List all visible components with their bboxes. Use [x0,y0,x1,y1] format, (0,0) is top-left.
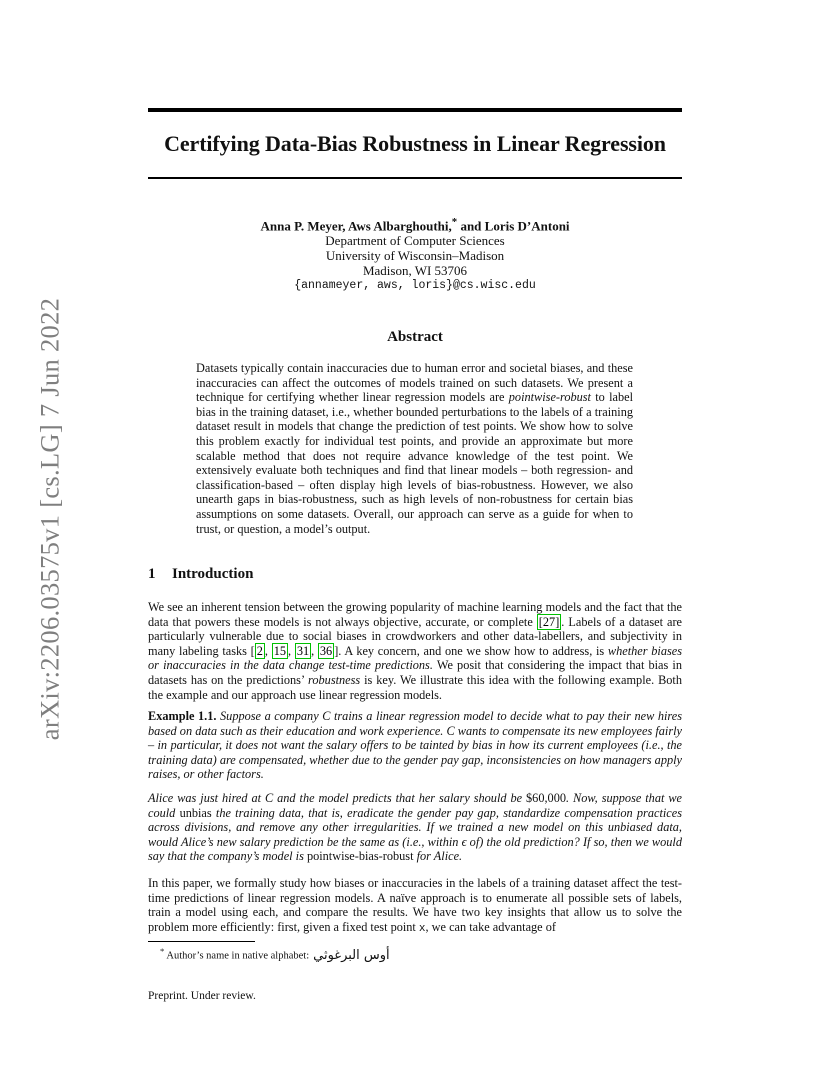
example-paragraph-2: Alice was just hired at C and the model predicts that her salary should be $60,000. Now, suppose that we could unbias the training data, that is, eradicate the gender pay gap, standardize compensation practices across divisions, and remove any other irregularities. If we trained a new model on this unbiased data, would Alice’s new salary prediction be the same as (i.e., within ϵ of) the old prediction? If so, then we would say that the company’s model is pointwise-bias-robust for Alice. [148,791,683,864]
citation-link[interactable]: 31 [296,643,310,658]
preprint-note: Preprint. Under review. [148,990,256,1002]
arxiv-identifier: arXiv:2206.03575v1 [cs.LG] 7 Jun 2022 [34,297,65,741]
citation-link[interactable]: 36 [319,643,333,658]
abstract-text: Datasets typically contain inaccuracies due to human error and societal biases, and these inaccuracies can affect the outcomes of models trained on such datasets. We present a technique for certifying whether linear regression models are pointwise-robust to label bias in the training dataset, i.e., whether bounded perturbations to the labels of a training dataset result in models that change the prediction of test points. We show how to solve this problem exactly for individual test points, and provide an approximate but more scalable method that does not require advance knowledge of the test point. We extensively evaluate both techniques and find that linear models – both regression- and classification-based – often display high levels of bias-robustness. However, we also unearth gaps in bias-robustness, such as high levels of non-robustness for certain bias assumptions on some datasets. Overall, our approach can serve as a guide for when to trust, or question, a model’s output. [196,361,633,536]
author-emails: {annameyer, aws, loris}@cs.wisc.edu [294,279,536,293]
citation-link[interactable]: [27] [538,614,560,629]
author-block [148,215,682,293]
citation-link[interactable]: 2 [256,643,263,658]
address: Madison, WI 53706 [362,263,468,279]
title-top-rule [148,108,682,112]
footnote: * Author’s name in native alphabet: أوس البرغوثي [160,946,390,963]
arabic-name: أوس البرغوثي [313,947,390,963]
footnote-rule [148,941,255,942]
example-label: Example 1.1. [148,709,217,723]
paper-title: Certifying Data-Bias Robustness in Linear Regression [164,131,666,156]
abstract-heading: Abstract [387,329,443,345]
intro-paragraph-1: We see an inherent tension between the growing popularity of machine learning models and the fact that the data that powers these models is not always objective, accurate, or complete [27] . Labels of a dataset are particularly vulnerable due to social biases in crowdworkers and other data-labellers, and subjectivity in many labeling tasks [ 2 , 15 , 31 , 36 ]. A key concern, and one we show how to address, is whether biases or inaccuracies in the data change test-time predictions. We posit that considering the impact that bias in datasets has on the predictions’ robustness is key. We illustrate this idea with the following example. Both the example and our approach use linear regression models. [148,600,683,702]
title-bottom-rule [148,177,682,179]
intro-paragraph-3: In this paper, we formally study how biases or inaccuracies in the labels of a training dataset affect the test-time predictions of linear regression models. A naïve approach is to enumerate all possible sets of labels, train a model using each, and compare the results. We have two key insights that allow us to solve the problem more efficiently: first, given a fixed test point x, we can take advantage of [148,876,682,935]
university: University of Wisconsin–Madison [325,248,505,264]
example-paragraph-1: Example 1.1. Suppose a company C trains a linear regression model to decide what to pay their new hires based on data such as their education and work experience. C wants to compensate its new employees fairly – in particular, it does not want the salary offers to be tainted by bias in how its current employees (i.e., the training data) are compensated, whether due to the gender pay gap, inconsistencies on how managers apply raises, or other factors. [148,709,682,782]
department: Department of Computer Sciences [325,233,505,249]
citation-link[interactable]: 15 [273,643,287,658]
author-names: Anna P. Meyer, Aws Albarghouthi,* and Loris D’Antoni [260,216,570,234]
section-heading-introduction: 1 Introduction [148,566,254,582]
